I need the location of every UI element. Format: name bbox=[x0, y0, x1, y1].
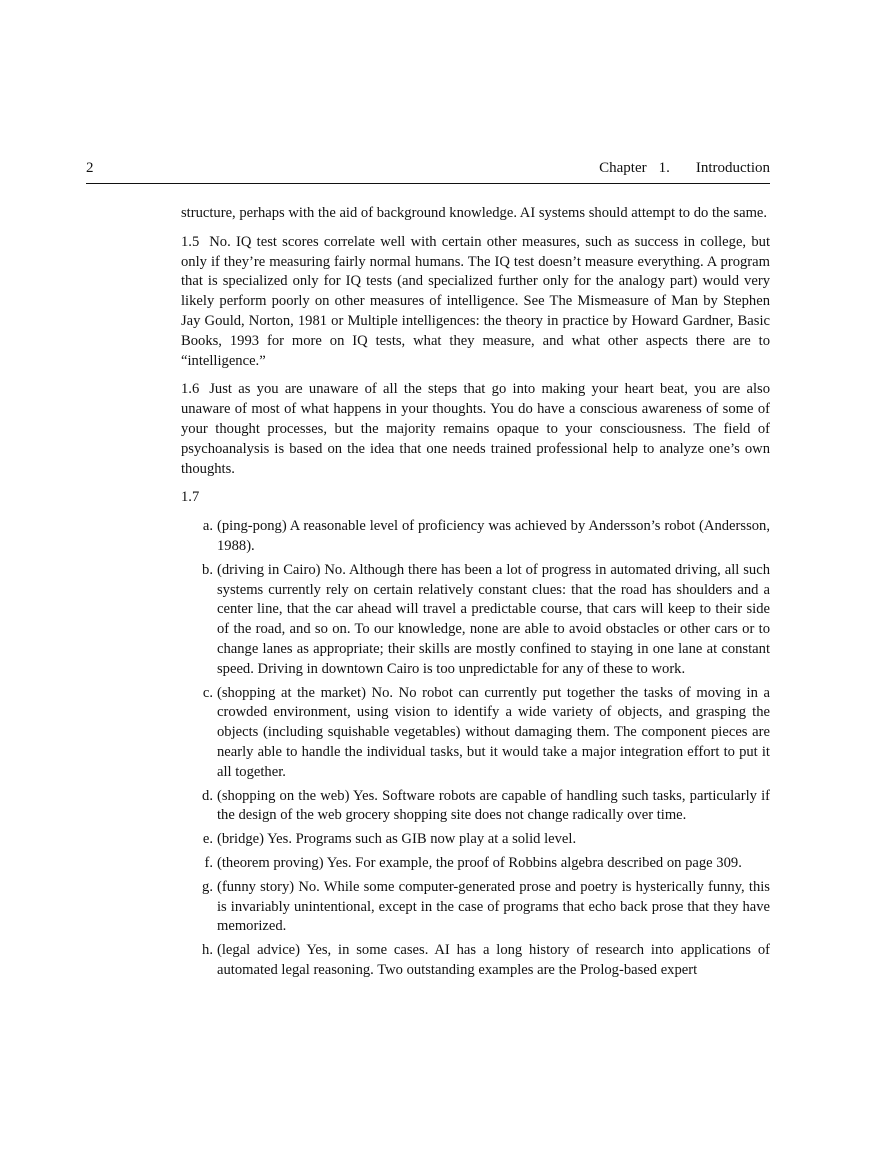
item-letter: c. bbox=[202, 684, 213, 701]
item-text: (legal advice) Yes, in some cases. AI has a long history of research into applications of automated legal reasoning. Two outstanding examples are the Prolog-based expert bbox=[217, 942, 770, 978]
running-header bbox=[86, 159, 770, 184]
item-text: (bridge) Yes. Programs such as GIB now play at a solid level. bbox=[217, 831, 577, 848]
list-item bbox=[204, 854, 770, 874]
answer-text: Just as you are unaware of all the steps that go into making your heart beat, you are also unaware of most of what happens in your thoughts. You do have a conscious awareness of some of your thought processes, but the majority remains opaque to your consciousness. The field of psychoanalysis is based on the idea that one needs trained professional help to analyze one’s own thoughts. bbox=[181, 381, 770, 477]
chapter-title: Introduction bbox=[695, 160, 770, 176]
item-text: (shopping at the market) No. No robot can currently put together the tasks of moving in a crowded environment, using vision to identify a wide variety of objects, and grasping the objects (including squishable vegetables) without damaging them. The component pieces are nearly able to handle the individual tasks, but it would take a major integration effort to put it all together. bbox=[217, 684, 770, 780]
chapter-label: Chapter bbox=[599, 160, 647, 176]
list-item bbox=[202, 517, 770, 557]
item-text: (funny story) No. While some computer-generated prose and poetry is hysterically funny, this is invariably unintentional, except in the case of programs that echo back prose that they have memorized. bbox=[217, 878, 770, 935]
list-item bbox=[202, 878, 770, 937]
continuation-paragraph: structure, perhaps with the aid of background knowledge. AI systems should attempt to do the same. bbox=[181, 205, 768, 221]
item-text: (shopping on the web) Yes. Software robots are capable of handling such tasks, particularly if the design of the web grocery shopping site does not change radically over time. bbox=[217, 787, 770, 824]
answer-number: 1.5 bbox=[181, 233, 200, 250]
list-item bbox=[202, 830, 770, 850]
page-number: 2 bbox=[86, 160, 94, 176]
list-item bbox=[202, 561, 770, 680]
answer-1-7-list bbox=[181, 517, 770, 981]
list-item bbox=[202, 684, 770, 783]
answer-text: No. IQ test scores correlate well with certain other measures, such as success in college, but only if they’re measuring fairly normal humans. The IQ test doesn’t measure everything. A program that is specialized only for IQ tests (and specialized further only for the analogy part) would very likely perform poorly on other measures of intelligence. See The Mismeasure of Man by Stephen Jay Gould, Norton, 1981 or Multiple intelligences: the theory in practice by Howard Gardner, Basic Books, 1993 for more on IQ tests, what they measure, and what other aspects there are to “intelligence.” bbox=[181, 233, 770, 369]
page-body bbox=[181, 204, 770, 985]
answer-1-6 bbox=[181, 380, 770, 479]
item-text: (theorem proving) Yes. For example, the proof of Robbins algebra described on page 309. bbox=[217, 854, 742, 871]
item-letter: d. bbox=[202, 787, 213, 804]
chapter-number: 1. bbox=[658, 160, 670, 176]
item-letter: e. bbox=[202, 831, 213, 848]
item-letter: a. bbox=[202, 518, 213, 535]
item-text: (ping-pong) A reasonable level of proficiency was achieved by Andersson’s robot (Andersson, 1988). bbox=[217, 518, 770, 554]
answer-1-5 bbox=[181, 233, 770, 372]
list-item bbox=[202, 941, 770, 981]
item-letter: g. bbox=[202, 878, 213, 895]
chapter-heading bbox=[599, 160, 770, 177]
answer-number: 1.6 bbox=[181, 381, 200, 398]
item-letter: f. bbox=[204, 854, 213, 871]
list-item bbox=[202, 787, 770, 827]
item-letter: b. bbox=[202, 561, 213, 578]
item-text: (driving in Cairo) No. Although there has been a lot of progress in automated driving, all such systems currently rely on certain relatively constant clues: that the road has shoulders and a center line, that the car ahead will travel a predictable course, that cars will keep to their side of the road, and so on. To our knowledge, none are able to avoid obstacles or other cars or to change lanes as appropriate; their skills are mostly confined to staying in one lane at constant speed. Driving in downtown Cairo is too unpredictable for any of these to work. bbox=[217, 561, 770, 677]
item-letter: h. bbox=[202, 942, 213, 959]
answer-1-7-number: 1.7 bbox=[181, 489, 200, 506]
